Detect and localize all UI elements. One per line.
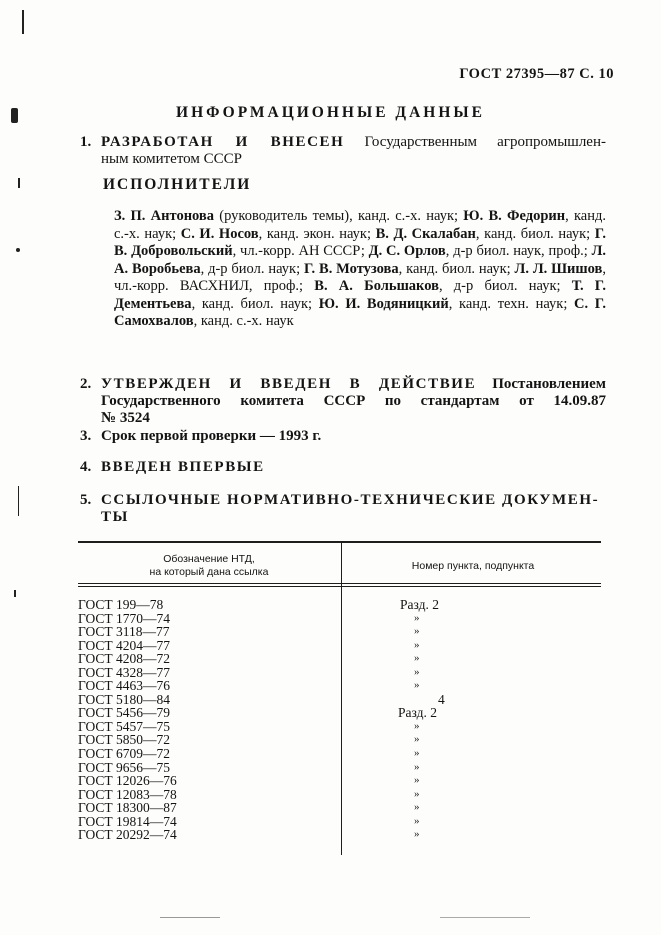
table-row-ref: » xyxy=(414,679,420,692)
scan-mark xyxy=(440,917,530,918)
table-doc-column xyxy=(78,598,177,842)
executor-details: , канд. биол. наук; xyxy=(475,225,595,242)
executor-details: , д-р биол. наук; xyxy=(200,260,304,277)
table-row-doc: ГОСТ 19814—74 xyxy=(78,813,177,829)
table-row-ref: » xyxy=(414,760,420,773)
table-row-doc: ГОСТ 18300—87 xyxy=(78,800,177,816)
executor-name: Л. Л. Шишов xyxy=(514,260,603,277)
scan-mark xyxy=(22,10,24,34)
table-column-divider xyxy=(341,543,342,855)
table-row-ref: 4 xyxy=(438,691,445,707)
section-1 xyxy=(0,134,661,170)
table-row-ref: » xyxy=(414,665,420,678)
table-row-ref: » xyxy=(414,652,420,665)
section-3-text: Срок первой проверки — 1993 г. xyxy=(101,428,322,444)
executor-name: Д. С. Орлов xyxy=(368,243,446,259)
executor-details: , канд. биол. наук; xyxy=(398,260,515,277)
table-row-ref: Разд. 2 xyxy=(400,597,439,612)
executor-name: В. А. Большаков xyxy=(314,278,439,294)
table-row-ref: » xyxy=(414,774,420,787)
table-row-ref: Разд. 2 xyxy=(398,705,437,721)
executors-heading: ИСПОЛНИТЕЛИ xyxy=(103,176,252,193)
executor-name: З. П. Антонова xyxy=(114,208,215,224)
section-number: 1. xyxy=(80,134,92,150)
section-5 xyxy=(0,492,661,528)
table-row-doc: ГОСТ 5180—84 xyxy=(78,691,171,707)
executor-name: Г. В. Добровольский xyxy=(114,225,606,259)
table-row-doc: ГОСТ 12026—76 xyxy=(78,773,177,789)
section-1-line2: ным комитетом СССР xyxy=(101,151,242,167)
section-2-text: Постановлением xyxy=(492,376,606,392)
section-number: 2. xyxy=(80,376,92,392)
executor-name: Ю. И. Водяницкий xyxy=(318,295,449,312)
table-row-doc: ГОСТ 9656—75 xyxy=(78,759,171,775)
executor-details: , д-р биол. наук; xyxy=(438,278,572,294)
scan-mark xyxy=(16,248,20,252)
table-row-doc: ГОСТ 4208—72 xyxy=(78,651,171,667)
table-row-ref: » xyxy=(414,625,420,638)
table-row-doc: ГОСТ 20292—74 xyxy=(78,827,177,843)
executor-details: , канд. с.-х. наук; xyxy=(114,208,607,242)
section-number: 5. xyxy=(80,492,92,508)
table-header-ref: Номер пункта, подпункта xyxy=(411,560,535,572)
table-row-ref: » xyxy=(414,747,420,760)
executor-name: В. Д. Скалабан xyxy=(375,225,476,242)
table-row-ref: » xyxy=(414,801,420,814)
table-header-rule xyxy=(78,583,601,584)
executor-name: Г. В. Мотузова xyxy=(303,260,399,277)
section-1-text: Государственным агропромышлен- xyxy=(364,134,606,150)
section-1-heading: РАЗРАБОТАН И ВНЕСЕН xyxy=(101,134,345,150)
executors-list xyxy=(114,208,606,331)
table-row-ref: » xyxy=(414,733,420,746)
section-2 xyxy=(0,376,661,430)
scan-mark xyxy=(160,917,220,918)
table-row-doc: ГОСТ 4328—77 xyxy=(78,664,171,680)
table-row-ref: » xyxy=(414,611,420,624)
executor-name: Л. А. Воробьева xyxy=(114,243,606,277)
executor-details: , канд. биол. наук; xyxy=(191,295,319,312)
table-row-doc: ГОСТ 4463—76 xyxy=(78,678,171,694)
document-code-header: ГОСТ 27395—87 С. 10 xyxy=(459,66,614,82)
executor-details: , чл.-корр. ВАСХНИЛ, проф.; xyxy=(114,260,606,294)
table-row-doc: ГОСТ 199—78 xyxy=(78,597,164,612)
executor-details: , канд. с.-х. наук xyxy=(193,313,294,329)
executor-details: (руководитель темы), канд. с.-х. наук; xyxy=(214,208,464,224)
section-number: 4. xyxy=(80,459,92,475)
executor-details: , д-р биол. наук, проф.; xyxy=(445,243,592,259)
page-title: ИНФОРМАЦИОННЫЕ ДАННЫЕ xyxy=(176,104,485,121)
section-2-line2: Государственного комитета СССР по стандартам от 14.09.87 xyxy=(101,393,606,409)
executor-details: , чл.-корр. АН СССР; xyxy=(232,243,369,259)
table-row-doc: ГОСТ 3118—77 xyxy=(78,624,170,640)
section-number: 3. xyxy=(80,428,92,444)
executor-name: Ю. В. Федорин xyxy=(463,208,566,224)
scan-mark xyxy=(14,590,16,597)
section-3 xyxy=(0,428,661,446)
section-2-line3: № 3524 xyxy=(101,410,150,426)
table-row-ref: » xyxy=(414,828,420,841)
executor-name: Т. Г. Дементьева xyxy=(114,278,607,312)
executor-name: С. И. Носов xyxy=(180,225,259,242)
table-row-ref: » xyxy=(414,638,420,651)
table-row-ref: » xyxy=(414,719,420,732)
section-2-line1 xyxy=(101,376,606,393)
table-row-ref: » xyxy=(414,787,420,800)
table-row-doc: ГОСТ 6709—72 xyxy=(78,746,171,762)
table-row-doc: ГОСТ 12083—78 xyxy=(78,786,177,802)
section-4-heading: ВВЕДЕН ВПЕРВЫЕ xyxy=(101,459,265,475)
table-ref-column xyxy=(390,598,470,842)
table-row-ref: » xyxy=(414,814,420,827)
section-5-heading-line2: ТЫ xyxy=(101,509,129,525)
executor-name: С. Г. Самохвалов xyxy=(114,295,607,329)
executor-details: , канд. экон. наук; xyxy=(258,225,376,242)
table-header-doc: Обозначение НТД, на который дана ссылка xyxy=(149,553,269,578)
table-header-rule xyxy=(78,586,601,587)
table-row-doc: ГОСТ 5457—75 xyxy=(78,718,171,734)
section-5-heading-line1: ССЫЛОЧНЫЕ НОРМАТИВНО-ТЕХНИЧЕСКИЕ ДОКУМЕН- xyxy=(101,492,600,508)
scan-mark xyxy=(18,178,20,188)
table-row-doc: ГОСТ 4204—77 xyxy=(78,637,171,653)
table-row-doc: ГОСТ 5850—72 xyxy=(78,732,171,748)
executor-details: , канд. техн. наук; xyxy=(448,295,575,312)
table-row-doc: ГОСТ 1770—74 xyxy=(78,610,171,626)
table-top-rule xyxy=(78,541,601,543)
section-2-heading: УТВЕРЖДЕН И ВВЕДЕН В ДЕЙСТВИЕ xyxy=(101,376,477,392)
table-row-doc: ГОСТ 5456—79 xyxy=(78,705,171,721)
section-4 xyxy=(0,459,661,477)
section-1-line1 xyxy=(101,134,606,151)
